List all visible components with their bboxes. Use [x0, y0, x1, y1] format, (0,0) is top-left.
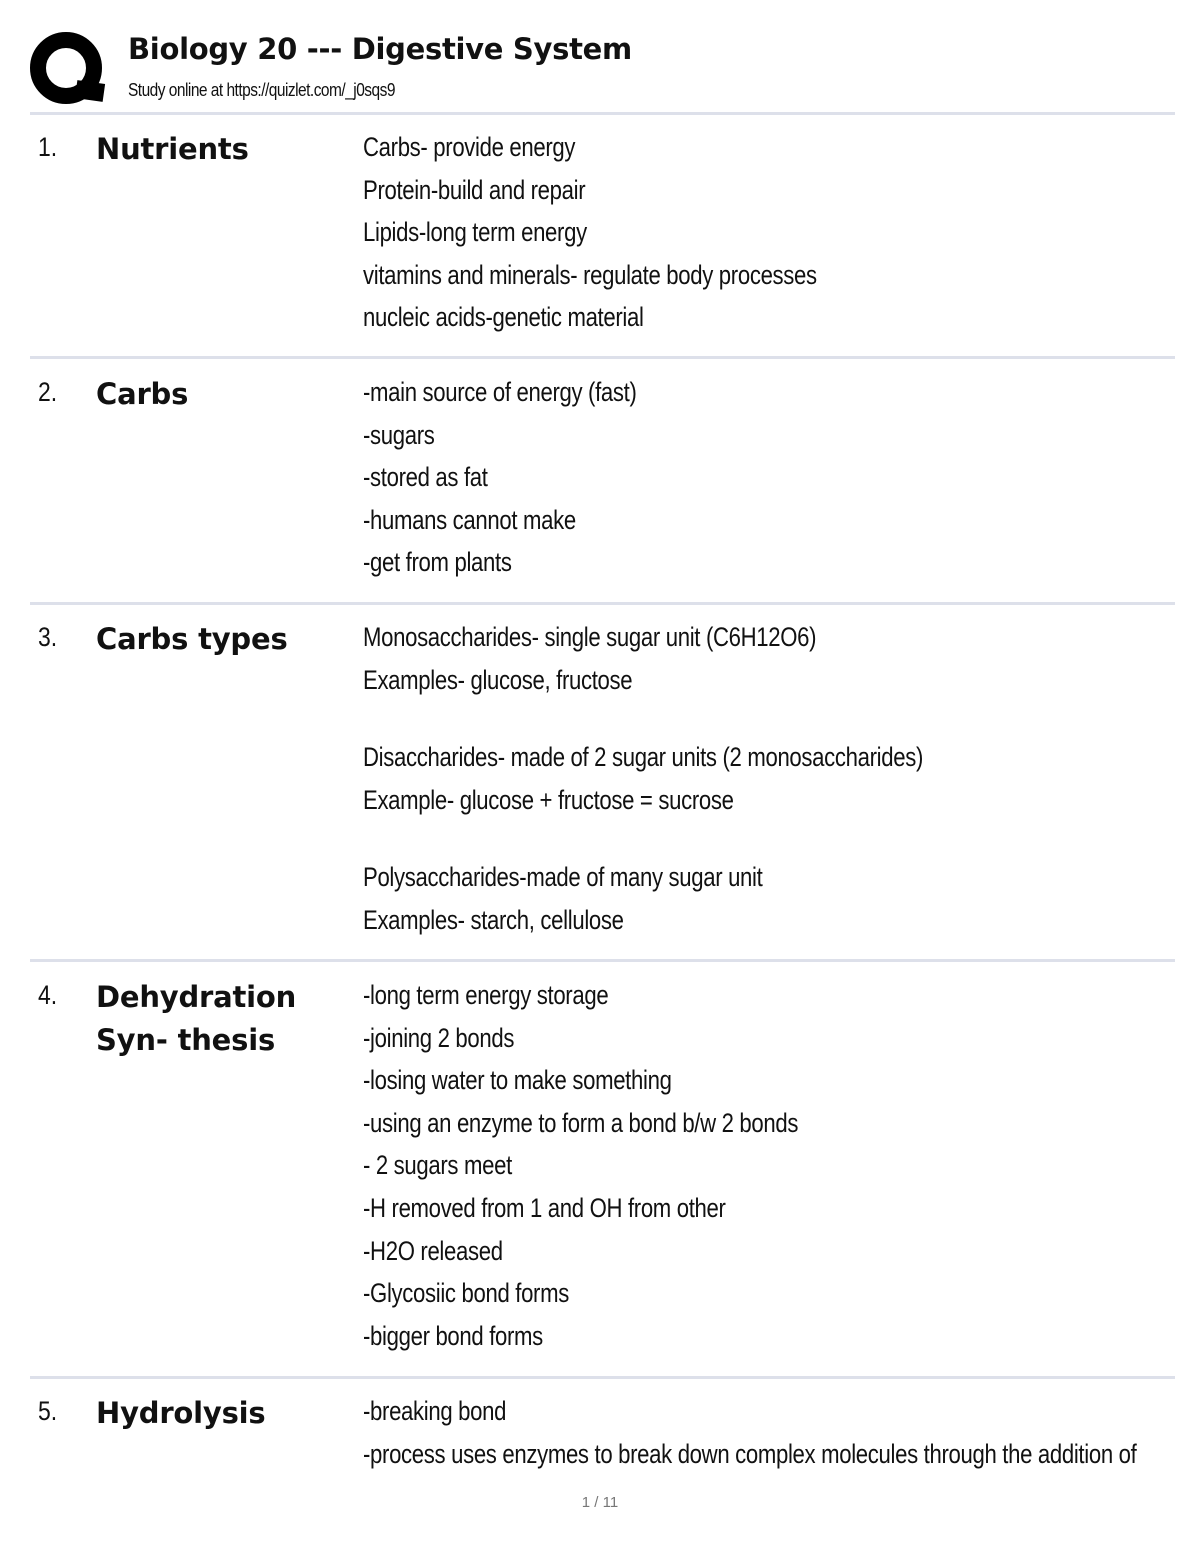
definition-line: -process uses enzymes to break down complex molecules through the addition of	[363, 1438, 1137, 1469]
entry-term: Hydrolysis	[96, 1396, 266, 1430]
definition-line: -breaking bond	[363, 1396, 507, 1426]
quizlet-q-logo-icon	[30, 32, 108, 106]
entry-number: 2.	[38, 377, 58, 407]
page-title: Biology 20 --- Digestive System	[128, 32, 632, 66]
entry-definition	[363, 980, 1200, 1363]
definition-line: -H2O released	[363, 1235, 503, 1266]
entry-term: Dehydration Syn- thesis	[96, 980, 297, 1057]
entry-number: 3.	[38, 622, 58, 652]
divider	[30, 959, 1175, 962]
definition-line: -bigger bond forms	[363, 1320, 543, 1351]
definition-spacer	[363, 827, 1101, 862]
entry-number: 4.	[38, 980, 58, 1010]
definition-line: -using an enzyme to form a bond b/w 2 bonds	[363, 1107, 799, 1138]
divider	[30, 1376, 1175, 1379]
divider	[30, 356, 1175, 359]
definition-line: -stored as fat	[363, 462, 488, 493]
definition-line: -Glycosiic bond forms	[363, 1278, 569, 1309]
definition-line: Lipids-long term energy	[363, 217, 587, 248]
page-header	[30, 28, 1175, 108]
definition-line: Examples- starch, cellulose	[363, 904, 624, 935]
entry-number: 1.	[38, 132, 58, 162]
entry-definition	[363, 377, 1200, 590]
definition-line: nucleic acids-genetic material	[363, 302, 644, 333]
study-online-link[interactable]: Study online at https://quizlet.com/_j0sqs9	[128, 80, 395, 100]
definition-line: Examples- glucose, fructose	[363, 664, 633, 695]
definition-line: Disaccharides- made of 2 sugar units (2 monosaccharides)	[363, 742, 924, 773]
entry-definition	[363, 132, 1200, 345]
entry-definition	[363, 1396, 1200, 1481]
page-indicator: 1 / 11	[581, 1494, 619, 1511]
divider	[30, 602, 1175, 605]
definition-line: -long term energy storage	[363, 980, 609, 1010]
entry-term: Nutrients	[96, 132, 249, 166]
definition-line: Monosaccharides- single sugar unit (C6H12O6)	[363, 622, 817, 652]
definition-line: -get from plants	[363, 547, 512, 578]
entry-definition	[363, 622, 1200, 948]
definition-line: -joining 2 bonds	[363, 1022, 515, 1053]
definition-spacer	[363, 707, 1101, 742]
entry-term: Carbs	[96, 377, 189, 411]
definition-line: Example- glucose + fructose = sucrose	[363, 784, 734, 815]
definition-line: -main source of energy (fast)	[363, 377, 637, 407]
entry-number: 5.	[38, 1396, 58, 1426]
definition-line: vitamins and minerals- regulate body processes	[363, 259, 817, 290]
definition-line: -losing water to make something	[363, 1065, 672, 1096]
divider	[30, 112, 1175, 115]
definition-line: Polysaccharides-made of many sugar unit	[363, 862, 763, 893]
definition-line: -H removed from 1 and OH from other	[363, 1192, 726, 1223]
definition-line: - 2 sugars meet	[363, 1150, 512, 1181]
entry-term: Carbs types	[96, 622, 288, 656]
definition-line: Carbs- provide energy	[363, 132, 576, 162]
definition-line: -sugars	[363, 419, 435, 450]
definition-line: -humans cannot make	[363, 504, 576, 535]
definition-line: Protein-build and repair	[363, 174, 586, 205]
